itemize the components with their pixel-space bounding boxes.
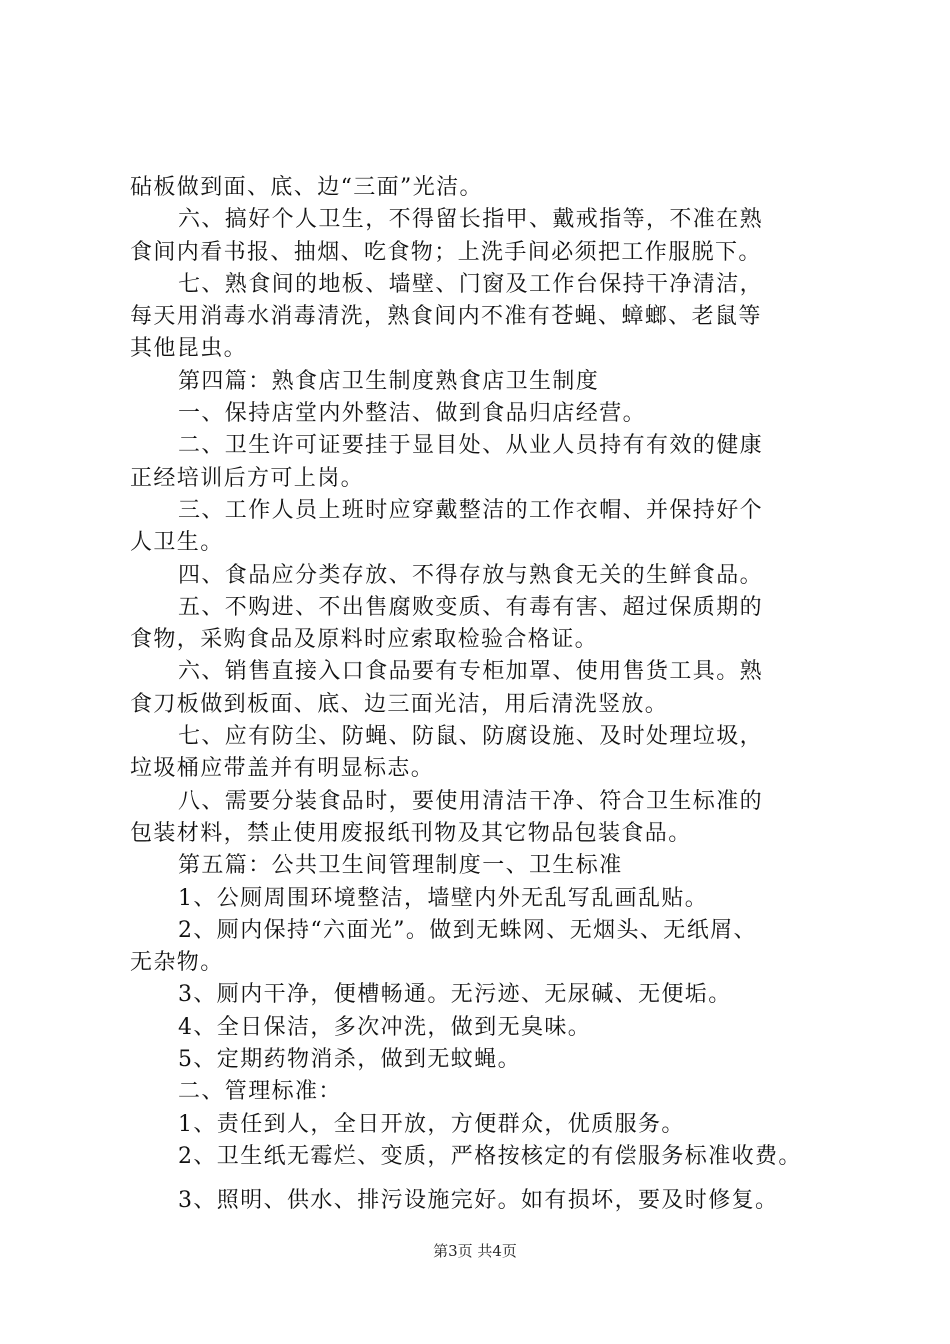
text-line: 人卫生。 [130,530,224,556]
text-line: 3、照明、供水、排污设施完好。如有损坏，要及时修复。 [178,1188,779,1214]
text-line: 1、责任到人，全日开放，方便群众，优质服务。 [178,1111,685,1137]
text-line: 垃圾桶应带盖并有明显标志。 [130,756,435,782]
text-line: 五、不购进、不出售腐败变质、有毒有害、超过保质期的 [178,594,764,620]
text-line: 七、应有防尘、防蝇、防鼠、防腐设施、及时处理垃圾， [178,724,764,750]
page-number-label: 第3页 共4页 [433,1242,517,1260]
text-line: 食刀板做到板面、底、边三面光洁，用后清洗竖放。 [130,691,669,717]
text-line: 一、保持店堂内外整洁、做到食品归店经营。 [178,401,647,427]
text-line: 4、全日保洁，多次冲洗，做到无臭味。 [178,1014,592,1040]
text-line: 每天用消毒水消毒清洗，熟食间内不准有苍蝇、蟑螂、老鼠等 [130,304,762,330]
text-line: 八、需要分装食品时，要使用清洁干净、符合卫生标准的 [178,788,764,814]
text-line: 七、熟食间的地板、墙壁、门窗及工作台保持干净清洁， [178,271,764,297]
text-line: 三、工作人员上班时应穿戴整洁的工作衣帽、并保持好个 [178,497,764,523]
text-line: 1、公厕周围环境整洁，墙壁内外无乱写乱画乱贴。 [178,885,709,911]
text-line: 3、厕内干净，便槽畅通。无污迹、无尿碱、无便垢。 [178,982,732,1008]
text-line: 二、卫生许可证要挂于显目处、从业人员持有有效的健康 [178,433,764,459]
text-line: 六、销售直接入口食品要有专柜加罩、使用售货工具。熟 [178,659,764,685]
text-line: 砧板做到面、底、边“三面”光洁。 [130,175,483,200]
text-line: 四、食品应分类存放、不得存放与熟食无关的生鲜食品。 [178,562,764,588]
text-line: 包装材料，禁止使用废报纸刊物及其它物品包装食品。 [130,820,692,846]
text-line: 第五篇：公共卫生间管理制度一、卫生标准 [178,853,623,879]
text-line: 其他昆虫。 [130,336,248,362]
text-line: 食间内看书报、抽烟、吃食物；上洗手间必须把工作服脱下。 [130,239,762,265]
text-line: 食物，采购食品及原料时应索取检验合格证。 [130,627,599,653]
text-line: 2、卫生纸无霉烂、变质，严格按核定的有偿服务标准收费。 [178,1143,802,1169]
text-line: 六、搞好个人卫生，不得留长指甲、戴戒指等，不准在熟 [178,207,764,233]
text-line: 2、厕内保持“六面光”。做到无蛛网、无烟头、无纸屑、 [178,917,757,943]
page-footer [0,1240,950,1261]
text-line: 二、管理标准： [178,1079,342,1105]
text-line: 第四篇：熟食店卫生制度熟食店卫生制度 [178,368,600,394]
text-line: 5、定期药物消杀，做到无蚊蝇。 [178,1047,521,1073]
text-line: 无杂物。 [130,950,224,976]
text-line: 正经培训后方可上岗。 [130,465,365,491]
document-body [130,172,830,1218]
